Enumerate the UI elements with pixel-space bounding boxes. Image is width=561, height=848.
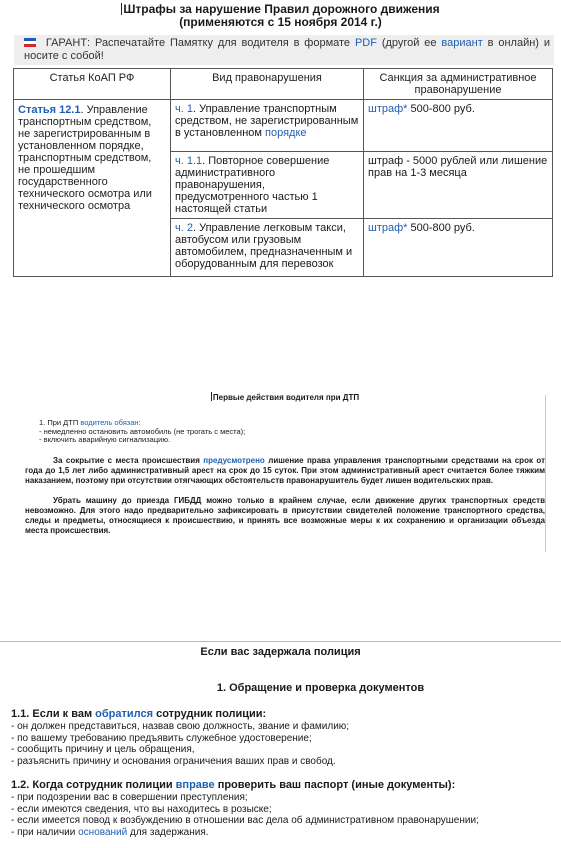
addressed-link[interactable]: обратился [95,708,154,720]
heading-1-1: 1.1. Если к вам обратился сотрудник полиции: [11,708,267,720]
entitled-link[interactable]: вправе [175,779,215,791]
police-subtitle: 1. Обращение и проверка документов [216,682,425,694]
accident-title: Первые действия водителя при ДТП [212,393,360,402]
table-row [14,100,553,152]
order-link[interactable]: порядке [265,127,307,139]
fines-table [13,68,553,277]
list-item: - по вашему требованию предъявить служебное удостоверение; [11,732,312,744]
pdf-link[interactable]: PDF [354,37,377,49]
accident-list [25,419,545,445]
list-item: - при наличии оснований для задержания. [11,826,209,838]
list-item: - он должен представиться, назвав свою должность, звание и фамилию; [11,721,350,732]
fines-title-line1: Штрафы за нарушение Правил дорожного движения [123,2,440,16]
article-text: . Управление транспортным средством, не зарегистрированным в установленном порядке, транспортным средством, не прошедшим государственного технического осмотра или технического осмотра [18,104,152,212]
part-link[interactable]: ч. 1.1 [175,155,203,167]
list-item: - если имеются сведения, что вы находитесь в розыске; [11,803,272,815]
grounds-link[interactable]: оснований [78,826,128,838]
table-header-row [14,69,553,100]
banner-text-after: в онлайн) и носите с собой! [24,37,550,62]
list-item: - разъяснить причину и основания ограничения ваших прав и свобод. [11,755,336,767]
sanction-cell: штраф* 500-800 руб. [364,219,553,277]
list-item: - при подозрении вас в совершении преступления; [11,792,248,803]
driver-obliged-link[interactable]: водитель обязан [80,418,139,427]
garant-banner [14,35,554,65]
sanction-cell: штраф - 5000 рублей или лишение прав на 1-3 месяца [364,152,553,219]
fines-title [0,3,561,29]
header-article: Статья КоАП РФ [14,69,171,100]
accident-section [25,392,545,536]
concealment-paragraph: За сокрытие с места происшествия предусмотрено лишение права управления транспортными средствами на срок от года до 1,5 лет либо административный арест на срок до 15 суток. При этом административный арест считается более тяжким наказанием, поэтому при отсутствии отягчающих обстоятельств правонарушитель будет лишен водительских прав. [25,455,545,485]
police-title: Если вас задержала полиция [200,646,361,658]
move-car-paragraph: Убрать машину до приезда ГИБДД можно только в крайнем случае, если движение других транспортных средств невозможно. Для этого надо предварительно зафиксировать в присутствии свидетелей положение транспортного средства, следы и предметы, относящиеся к происшествию, и принять все возможные меры к их сохранению и организации объезда места происшествия. [25,495,545,535]
violation-cell: ч. 2. Управление легковым такси, автобусом или грузовым автомобилем, предназначенным и оборудованным для перевозок [171,219,364,277]
heading-1-2: 1.2. Когда сотрудник полиции вправе проверить ваш паспорт (иные документы): [11,779,456,791]
list-item: 1. При ДТП водитель обязан: [39,418,141,427]
list-item: - сообщить причину и цель обращения, [11,744,195,755]
sanction-cell: штраф* 500-800 руб. [364,100,553,152]
banner-text-middle: (другой ее [381,37,437,49]
provided-link[interactable]: предусмотрено [203,455,265,465]
table-cutoff [10,280,555,320]
header-sanction: Санкция за административное правонарушение [364,69,553,100]
fines-title-line2: (применяются с 15 ноября 2014 г.) [179,15,382,29]
list-item: - немедленно остановить автомобиль (не трогать с места); [39,426,246,436]
banner-text-before: Распечатайте Памятку для водителя в формате [94,37,351,49]
list-item: - если имеется повод к возбуждению в отношении вас дела об административном правонарушении; [11,815,479,826]
part-link[interactable]: ч. 2 [175,222,193,234]
article-cell [14,100,171,277]
part-link[interactable]: ч. 1 [175,103,193,115]
violation-cell: ч. 1. Управление транспортным средством, не зарегистрированным в установленном порядке [171,100,364,152]
fine-link[interactable]: штраф* [368,222,408,234]
header-violation: Вид правонарушения [171,69,364,100]
variant-link[interactable]: вариант [441,37,483,49]
text-cursor [211,392,212,401]
fine-link[interactable]: штраф* [368,103,408,115]
scrollbar-track [545,395,546,552]
violation-cell: ч. 1.1. Повторное совершение административного правонарушения, предусмотренного частью 1 настоящей статьи [171,152,364,219]
garant-flag-icon [24,38,36,47]
article-link[interactable]: Статья 12.1 [18,104,81,116]
section-divider [0,641,561,642]
list-item: - включить аварийную сигнализацию. [39,435,171,444]
police-body [11,708,556,838]
garant-brand: ГАРАНТ: [45,37,91,49]
